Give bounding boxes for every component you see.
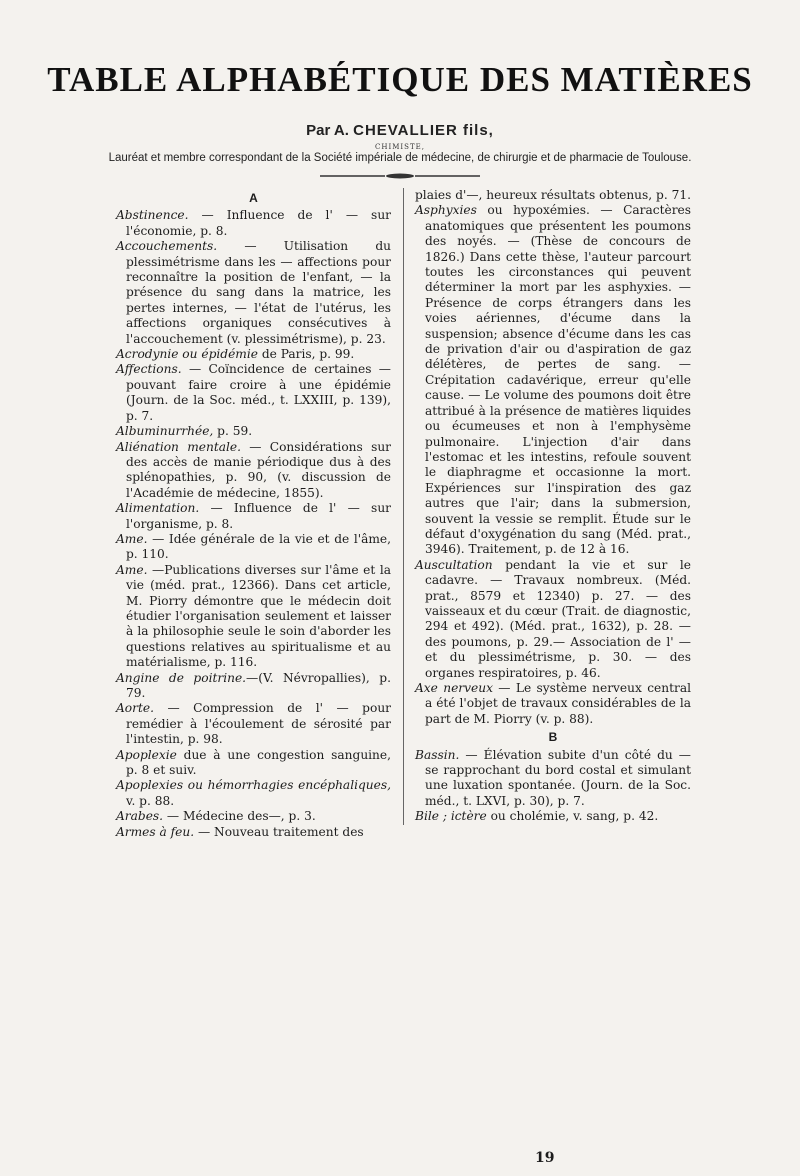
index-entry bbox=[415, 203, 691, 557]
index-entry bbox=[116, 347, 391, 362]
entry-text: ou hypoxémies. — Caractères anatomiques que présentent les poumons des noyés. — (Thèse de concours de 1826.) Dans cette thèse, l'auteur parcourt toutes les circonstances qui peuvent déterminer la mort par les asphyxies. — Présence de corps étrangers dans les voies aériennes, d'écume dans la suspension; absence d'écume dans les cas de privation d'air ou d'aspiration de gaz délétères, de pertes de sang. — Crépitation cadavérique, erreur qu'elle cause. — Le volume des poumons doit être attribué à la présence de matières liquides ou écumeuses et non à l'emphysème pulmonaire. L'injection d'air dans l'estomac et les intestins, refoule souvent le diaphragme et occasionne la mort. Expériences sur l'inspiration des gaz autres que l'air; dans la submersion, souvent la vessie se remplit. Étude sur le défaut d'oxygénation du sang (Méd. prat., 3946). Traitement, p. de 12 à 16. bbox=[425, 203, 691, 557]
entry-text: — Utilisation du plessimétrisme dans les — affections pour reconnaître la position de l'enfant, — la présence du sang dans la matrice, les pertes internes, — l'état de l'utérus, les affections organiques consécutives à l'accouchement (v. plessimétrisme), p. 23. bbox=[126, 239, 391, 346]
entry-list-left bbox=[116, 208, 391, 840]
entry-text: — Idée générale de la vie et de l'âme, p. 110. bbox=[126, 531, 391, 562]
entry-text: — Élévation subite d'un côté du — se rapprochant du bord costal et simulant une luxation spontanée. (Journ. de la Soc. méd., t. LXVI, p. 30), p. 7. bbox=[425, 747, 691, 808]
entry-heading: Aliénation mentale. bbox=[116, 439, 241, 454]
author-prefix: Par A. bbox=[306, 122, 349, 139]
index-entry bbox=[116, 701, 391, 747]
index-entry bbox=[116, 208, 391, 239]
entry-text: —(V. Névropallies), p. 79. bbox=[126, 670, 391, 700]
entry-heading: Alimentation. bbox=[116, 501, 200, 516]
author-name: CHEVALLIER fils, bbox=[353, 122, 494, 139]
index-entry bbox=[415, 681, 691, 727]
index-entry bbox=[116, 362, 391, 424]
right-column bbox=[403, 188, 691, 825]
entry-heading: Bile ; ictère bbox=[415, 809, 487, 824]
entry-text: de Paris, p. 99. bbox=[257, 347, 355, 362]
author-affiliation: Lauréat et membre correspondant de la Société impériale de médecine, de chirurgie et de pharmacie de Toulouse. bbox=[108, 152, 692, 164]
entry-heading: Albuminurrhée, bbox=[116, 424, 214, 439]
index-entry bbox=[116, 424, 391, 439]
entry-text: ou cholémie, v. sang, p. 42. bbox=[486, 809, 659, 824]
index-entry bbox=[415, 188, 691, 203]
index-entry bbox=[116, 440, 391, 502]
entry-heading: Abstinence. bbox=[116, 208, 189, 223]
section-letter-b: B bbox=[548, 730, 558, 745]
entry-heading: Apoplexies ou hémorrhagies encéphaliques, bbox=[116, 778, 391, 793]
entry-heading: Axe nerveux bbox=[415, 681, 493, 695]
entry-text: — Compression de l' — pour remédier à l'écoulement de sérosité par l'intestin, p. 98. bbox=[126, 701, 391, 747]
index-entry bbox=[116, 532, 391, 563]
index-entry bbox=[415, 748, 691, 810]
index-entry bbox=[116, 501, 391, 532]
author-profession: CHIMISTE, bbox=[375, 143, 425, 151]
index-entry bbox=[116, 748, 391, 779]
page-title: TABLE ALPHABÉTIQUE DES MATIÈRES bbox=[47, 60, 753, 99]
index-entry bbox=[116, 239, 391, 347]
entry-text: due à une congestion sanguine, p. 8 et suiv. bbox=[126, 747, 391, 778]
entry-heading: Arabes. bbox=[116, 809, 164, 824]
entry-heading: Armes à feu. bbox=[116, 824, 195, 839]
index-entry bbox=[116, 778, 391, 809]
entry-list-right bbox=[415, 188, 691, 727]
entry-heading: Angine de poitrine. bbox=[116, 670, 247, 685]
index-entry bbox=[116, 809, 391, 824]
entry-heading: Affections. bbox=[116, 362, 182, 377]
index-entry bbox=[116, 671, 391, 702]
entry-heading: Auscultation bbox=[415, 557, 493, 572]
index-entry bbox=[116, 563, 391, 671]
entry-text: — Coïncidence de certaines — pouvant faire croire à une épidémie (Journ. de la Soc. méd., t. LXXIII, p. 139), p. 7. bbox=[126, 362, 391, 423]
index-entry bbox=[415, 809, 691, 824]
ornament-rule bbox=[320, 173, 480, 179]
index-entry bbox=[415, 558, 691, 681]
entry-text: — Influence de l' — sur l'économie, p. 8. bbox=[126, 208, 391, 238]
index-entry bbox=[116, 825, 391, 840]
entry-heading: Ame. bbox=[116, 531, 148, 546]
entry-heading: Asphyxies bbox=[415, 203, 477, 218]
entry-text: — Médecine des—, p. 3. bbox=[163, 809, 316, 824]
entry-list-b bbox=[415, 748, 691, 825]
entry-heading: Accouchements. bbox=[116, 239, 218, 254]
entry-heading: Acrodynie ou épidémie bbox=[116, 347, 258, 362]
left-column bbox=[116, 188, 391, 840]
author-line bbox=[0, 122, 800, 139]
entry-text: v. p. 88. bbox=[126, 793, 175, 808]
section-letter-a: A bbox=[249, 191, 258, 205]
entry-heading: Aorte. bbox=[116, 701, 154, 716]
entry-text: plaies d'—, heureux résultats obtenus, p. 71. bbox=[415, 188, 691, 202]
entry-heading: Bassin. bbox=[415, 747, 460, 762]
entry-text: — Nouveau traitement des bbox=[194, 824, 364, 839]
entry-heading: Apoplexie bbox=[116, 747, 177, 762]
entry-text: p. 59. bbox=[213, 424, 253, 439]
entry-text: — Considérations sur des accès de manie périodique dus à des splénopathies, p. 90, (v. discussion de l'Académie de médecine, 1855). bbox=[126, 439, 391, 500]
entry-text: — Le système nerveux central a été l'objet de travaux considérables de la part de M. Piorry (v. p. 88). bbox=[425, 681, 691, 726]
entry-heading: Ame. bbox=[116, 562, 148, 577]
entry-text: — Influence de l' — sur l'organisme, p. 8. bbox=[126, 501, 391, 531]
entry-text: —Publications diverses sur l'âme et la vie (méd. prat., 12366). Dans cet article, M. Piorry démontre que le médecin doit étudier l'organisation seulement et laisser à la philosophie seule le soin d'aborder les questions relatives au spiritualisme et au matérialisme, p. 116. bbox=[126, 562, 391, 670]
entry-text: pendant la vie et sur le cadavre. — Travaux nombreux. (Méd. prat., 8579 et 12340) p. 27. — des vaisseaux et du cœur (Trait. de diagnostic, 294 et 492). (Méd. prat., 1632), p. 28. — des poumons, p. 29.— Association de l' — et du plessimétrisme, p. 30. — des organes respiratoires, p. 46. bbox=[425, 557, 691, 680]
page-number: 19 bbox=[535, 1150, 555, 1166]
